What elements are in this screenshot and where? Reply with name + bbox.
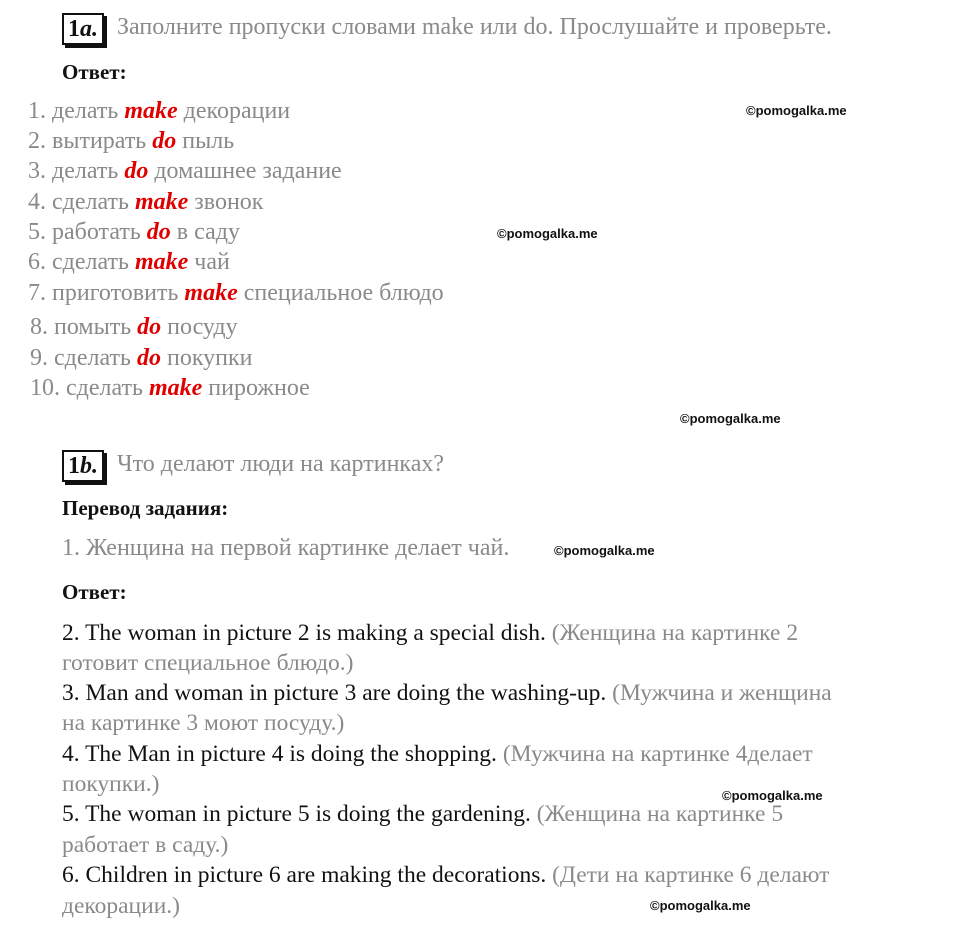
answer-line-cont: на картинке 3 моют посуду.) [62,710,345,736]
item-before: вытирать [52,128,147,154]
answer-line [62,862,829,889]
exercise-badge-1b [62,450,104,482]
answer-heading-1a: Ответ: [62,60,127,84]
item-before: делать [52,98,119,124]
item-before: приготовить [52,280,179,306]
list-item [28,219,240,246]
list-item [28,158,342,185]
badge-letter: b. [80,453,98,479]
item-answer-word: do [152,128,177,154]
watermark-text: ©pomogalka.me [650,898,751,913]
item-number: 5. [28,219,46,245]
watermark-text: ©pomogalka.me [746,103,847,118]
item-after: звонок [194,189,264,215]
list-item [30,375,310,402]
badge-number: 1 [68,16,80,42]
badge-letter: a. [80,16,98,42]
item-before: помыть [54,314,132,340]
item-number: 1. [28,98,46,124]
item-after: специальное блюдо [243,280,444,306]
watermark-text: ©pomogalka.me [722,788,823,803]
task-1b-text: Что делают люди на картинках? [117,451,445,477]
list-item [28,189,263,216]
item-answer-word: make [134,189,189,215]
item-after: домашнее задание [154,158,342,184]
watermark-text: ©pomogalka.me [554,543,655,558]
item-after: пирожное [208,375,310,401]
item-answer-word: make [124,98,178,124]
item-after: чай [194,249,230,275]
item-before: делать [52,158,119,184]
answer-line [62,620,798,647]
item-answer-word: do [137,314,162,340]
item-answer-word: make [184,280,238,306]
item-after: декорации [183,98,291,124]
list-item [28,128,234,155]
item-number: 6. [28,249,46,275]
answer-heading-1b: Ответ: [62,580,127,604]
watermark-text: ©pomogalka.me [680,411,781,426]
answer-english: 3. Man and woman in picture 3 are doing the washing-up. [62,680,607,706]
answer-russian: (Мужчина на картинке 4делает [502,741,813,767]
item-number: 4. [28,189,46,215]
list-item [30,345,252,372]
item-after: в саду [176,219,240,245]
answer-line-cont: работает в саду.) [62,832,229,858]
watermark-text: ©pomogalka.me [497,226,598,241]
item-answer-word: do [146,219,171,245]
task-1a-text: Заполните пропуски словами make или do. Прослушайте и проверьте. [117,14,832,40]
answer-line-cont: готовит специальное блюдо.) [62,650,354,676]
item-after: пыль [182,128,235,154]
item-before: сделать [66,375,143,401]
answer-english: 2. The woman in picture 2 is making a special dish. [62,620,546,646]
translation-heading: Перевод задания: [62,496,229,520]
answer-line [62,680,832,707]
item-number: 3. [28,158,46,184]
item-answer-word: do [124,158,149,184]
item-number: 10. [30,375,60,401]
item-before: работать [52,219,141,245]
answer-english: 5. The woman in picture 5 is doing the gardening. [62,801,531,827]
item-number: 8. [30,314,48,340]
item-answer-word: do [136,345,161,371]
item-before: сделать [52,189,129,215]
answer-line [62,801,783,828]
answer-russian: (Дети на картинке 6 делают [552,862,830,888]
item-number: 7. [28,280,46,306]
item-number: 2. [28,128,46,154]
list-item [28,249,230,276]
answer-english: 6. Children in picture 6 are making the decorations. [62,862,547,888]
item-number: 9. [30,345,48,371]
answer-line-cont: покупки.) [62,771,160,797]
badge-number: 1 [68,453,80,479]
item-answer-word: make [148,375,203,401]
translation-text: 1. Женщина на первой картинке делает чай. [62,535,510,561]
exercise-badge-1a [62,13,104,45]
item-before: сделать [54,345,131,371]
item-answer-word: make [134,249,189,275]
item-after: посуду [167,314,238,340]
item-before: сделать [52,249,129,275]
item-after: покупки [166,345,253,371]
list-item [28,98,290,125]
answer-russian: (Женщина на картинке 5 [536,801,784,827]
answer-line [62,741,813,768]
list-item [30,314,238,341]
answer-russian: (Женщина на картинке 2 [551,620,799,646]
answer-line-cont: декорации.) [62,893,180,919]
answer-english: 4. The Man in picture 4 is doing the shopping. [62,741,497,767]
answer-russian: (Мужчина и женщина [612,680,832,706]
list-item [28,280,444,307]
